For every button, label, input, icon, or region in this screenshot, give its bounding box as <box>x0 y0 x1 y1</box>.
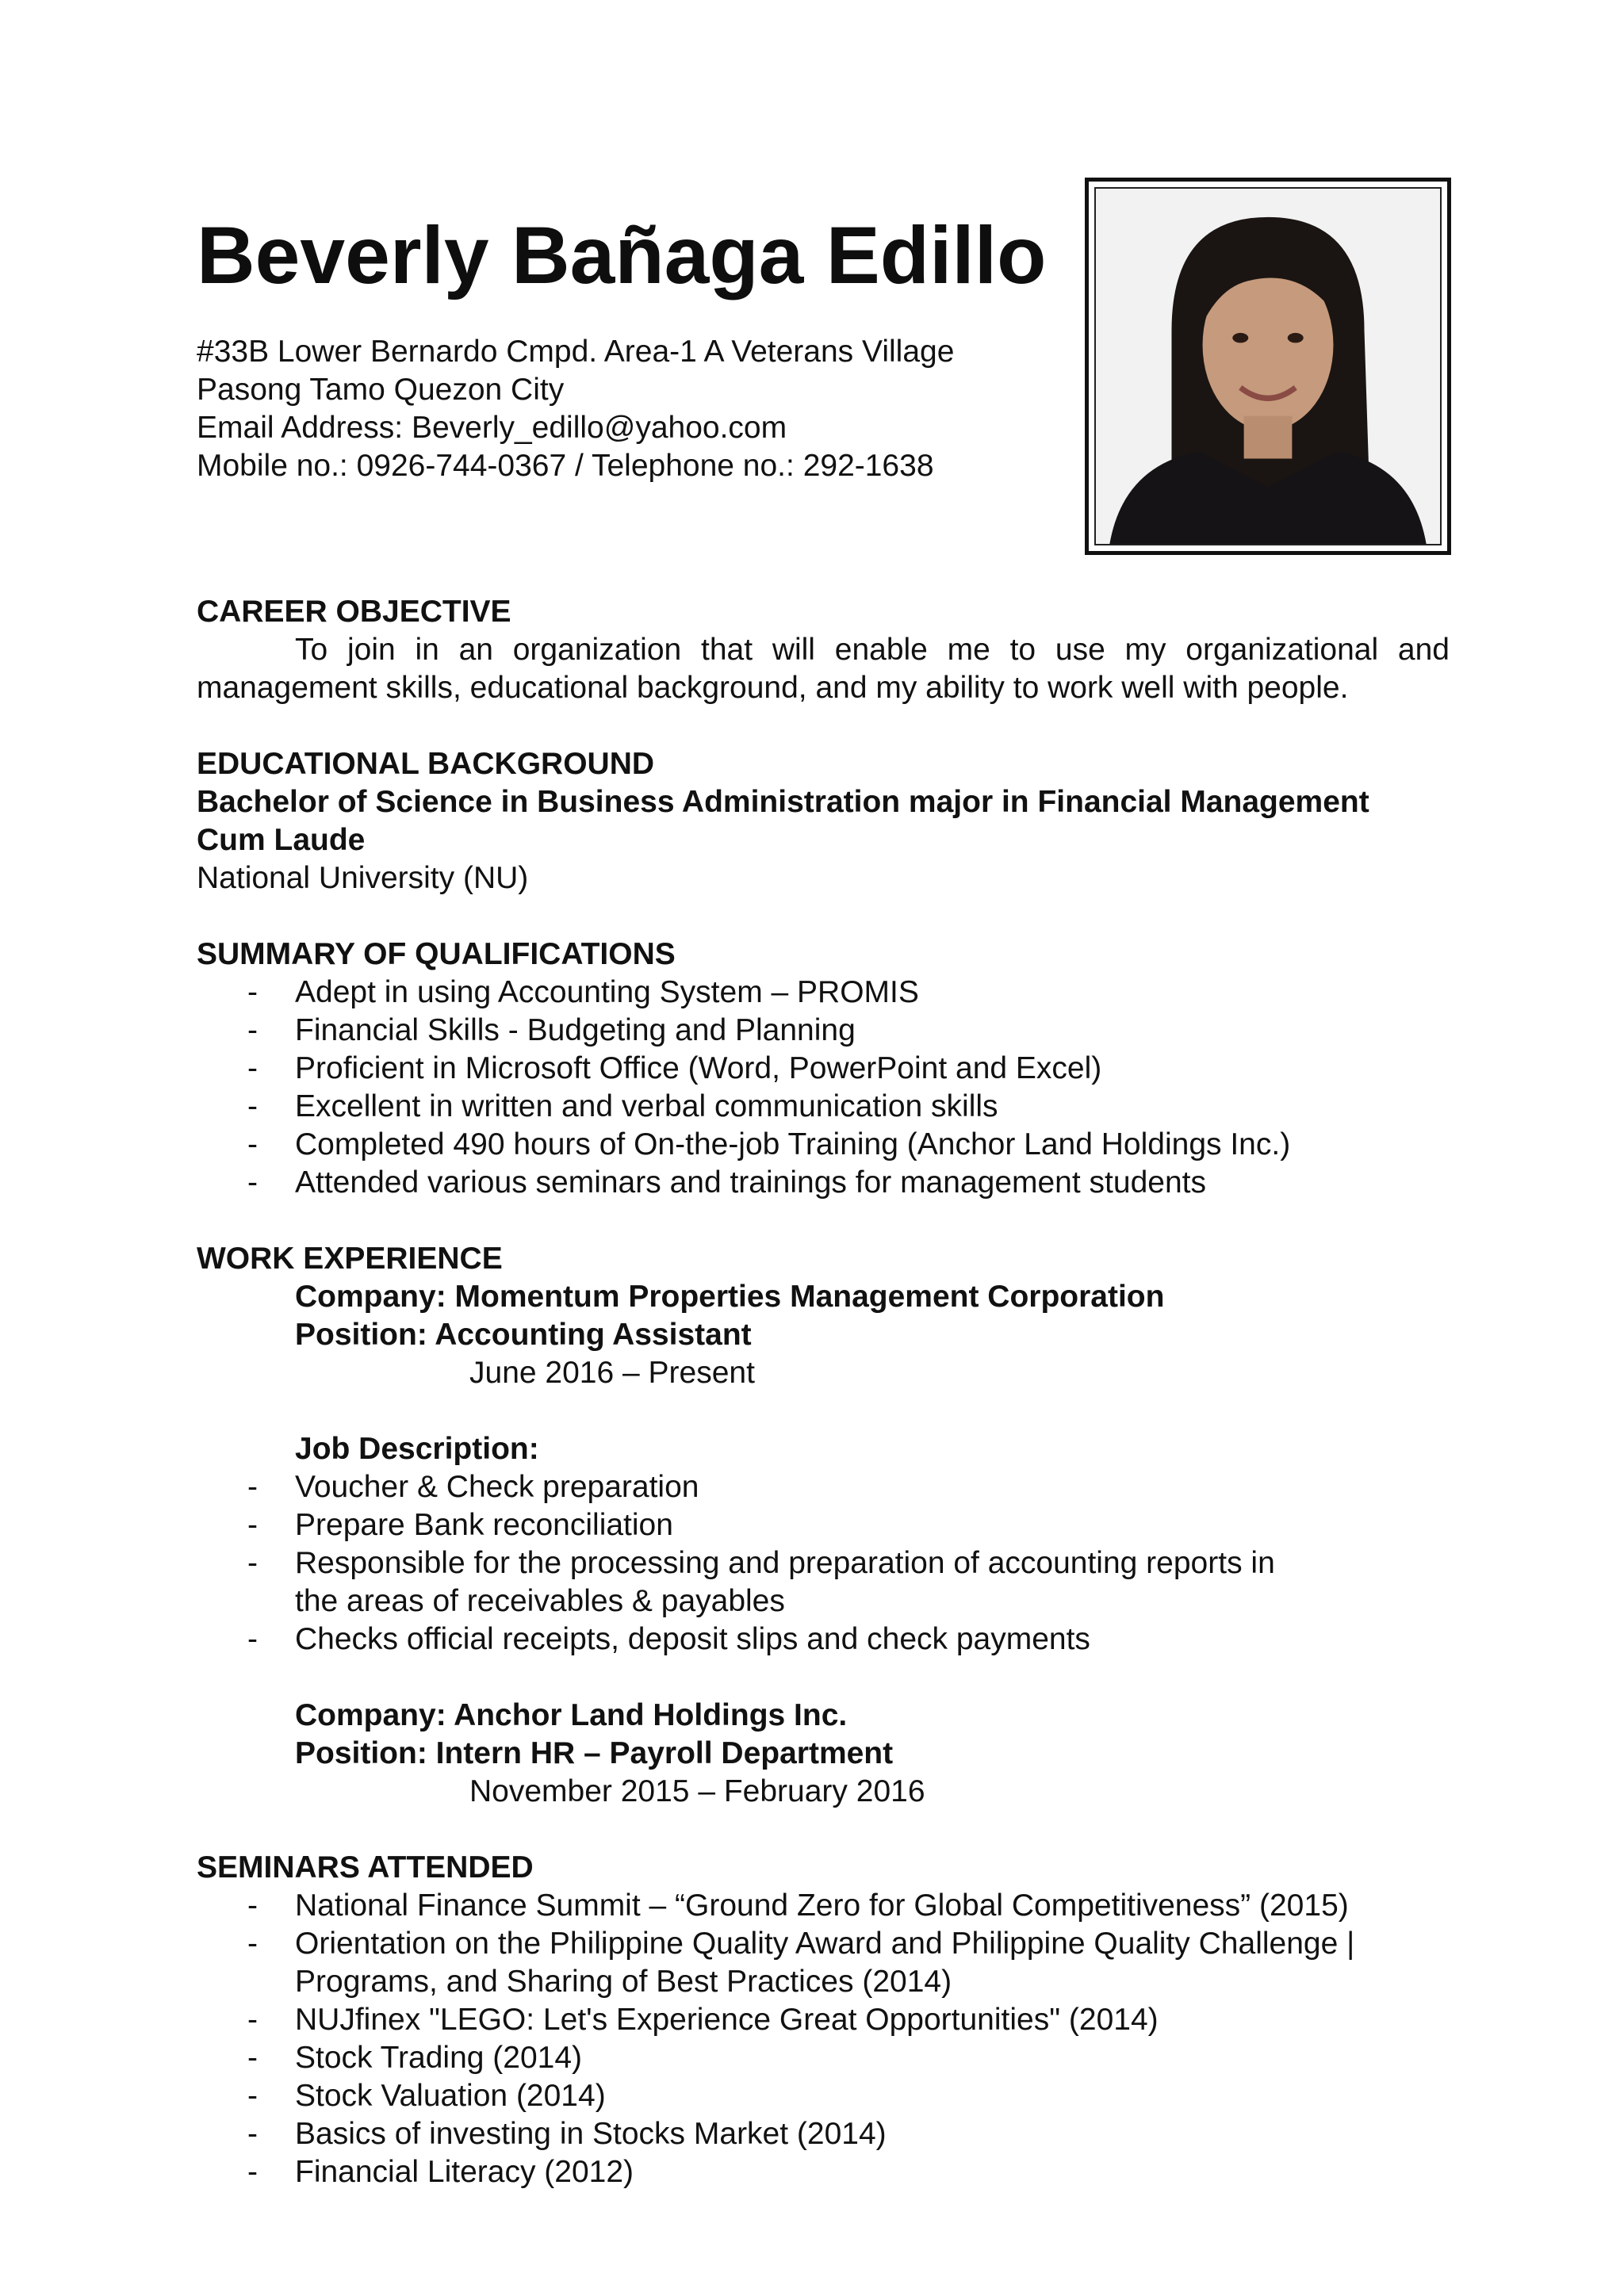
job2-dates: November 2015 – February 2016 <box>469 1774 925 1808</box>
qualification-text: Financial Skills - Budgeting and Planning <box>295 1013 856 1047</box>
dash-bullet: - <box>247 1089 258 1123</box>
list-item <box>197 1012 1450 1050</box>
dash-bullet: - <box>247 1927 258 1961</box>
job1-company: Company: Momentum Properties Management Corporation <box>295 1280 1165 1314</box>
seminar-text: Stock Trading (2014) <box>295 2041 583 2075</box>
dash-bullet: - <box>247 1127 258 1161</box>
honor: Cum Laude <box>197 823 366 857</box>
seminar-text: Orientation on the Philippine Quality Award and Philippine Quality Challenge | Programs, and Sharing of Best Practices (2014) <box>295 1927 1355 1999</box>
list-item <box>197 1050 1450 1088</box>
dash-bullet: - <box>247 1888 258 1923</box>
work-experience-section <box>197 1240 1450 1811</box>
qualification-text: Adept in using Accounting System – PROMIS <box>295 975 919 1009</box>
seminar-text: NUJfinex "LEGO: Let's Experience Great Opportunities" (2014) <box>295 2003 1159 2037</box>
contact-block <box>197 333 1069 485</box>
dash-bullet: - <box>247 2003 258 2037</box>
dash-bullet: - <box>247 1051 258 1085</box>
seminars-section <box>197 1849 1450 2191</box>
profile-photo-frame <box>1085 178 1451 555</box>
career-objective-section <box>197 593 1450 707</box>
address-line-2: Pasong Tamo Quezon City <box>197 373 565 407</box>
dash-bullet: - <box>247 2079 258 2113</box>
list-item <box>197 1088 1450 1126</box>
dash-bullet: - <box>247 1508 258 1542</box>
list-item <box>197 1164 1450 1202</box>
applicant-name: Beverly Bañaga Edillo <box>197 210 1047 300</box>
list-item <box>197 1126 1450 1164</box>
qualifications-list <box>197 974 1450 1202</box>
career-objective-heading: CAREER OBJECTIVE <box>197 595 511 629</box>
dash-bullet: - <box>247 1165 258 1200</box>
qualification-text: Completed 490 hours of On-the-job Training (Anchor Land Holdings Inc.) <box>295 1127 1291 1161</box>
job-duties-list <box>197 1468 1450 1659</box>
seminar-text: National Finance Summit – “Ground Zero for Global Competitiveness” (2015) <box>295 1888 1349 1923</box>
dash-bullet: - <box>247 1546 258 1580</box>
dash-bullet: - <box>247 975 258 1009</box>
job1-dates: June 2016 – Present <box>469 1356 755 1390</box>
list-item <box>197 2077 1450 2115</box>
dash-bullet: - <box>247 1470 258 1504</box>
email-line: Email Address: Beverly_edillo@yahoo.com <box>197 411 787 445</box>
job2-company: Company: Anchor Land Holdings Inc. <box>295 1698 848 1732</box>
list-item <box>197 2039 1450 2077</box>
degree: Bachelor of Science in Business Administration major in Financial Management <box>197 785 1369 819</box>
duty-text: Responsible for the processing and preparation of accounting reports in the areas of receivables & payables <box>295 1546 1275 1618</box>
list-item <box>197 1544 1450 1621</box>
list-item <box>197 1468 1450 1506</box>
duty-text: Voucher & Check preparation <box>295 1470 699 1504</box>
seminar-text: Stock Valuation (2014) <box>295 2079 606 2113</box>
list-item <box>197 1621 1450 1659</box>
list-item <box>197 974 1450 1012</box>
list-item <box>197 1887 1450 1925</box>
phone-line: Mobile no.: 0926-744-0367 / Telephone no.: 292-1638 <box>197 449 934 483</box>
qualification-text: Excellent in written and verbal communication skills <box>295 1089 998 1123</box>
resume-body <box>197 593 1450 2229</box>
job1-position: Position: Accounting Assistant <box>295 1318 752 1352</box>
address-line-1: #33B Lower Bernardo Cmpd. Area-1 A Veterans Village <box>197 335 955 369</box>
seminar-text: Financial Literacy (2012) <box>295 2155 634 2189</box>
education-heading: EDUCATIONAL BACKGROUND <box>197 747 655 781</box>
education-section <box>197 745 1450 897</box>
list-item <box>197 2001 1450 2039</box>
duty-text: Checks official receipts, deposit slips and check payments <box>295 1622 1090 1656</box>
profile-photo-illustration <box>1096 189 1440 544</box>
job-description-heading: Job Description: <box>295 1432 539 1466</box>
qualifications-heading: SUMMARY OF QUALIFICATIONS <box>197 937 676 971</box>
dash-bullet: - <box>247 1013 258 1047</box>
seminar-text: Basics of investing in Stocks Market (2014) <box>295 2117 887 2151</box>
job2-position: Position: Intern HR – Payroll Department <box>295 1736 894 1770</box>
list-item <box>197 2153 1450 2191</box>
seminars-heading: SEMINARS ATTENDED <box>197 1850 534 1885</box>
list-item <box>197 2115 1450 2153</box>
list-item <box>197 1925 1450 2001</box>
spacer <box>197 1392 1450 1430</box>
list-item <box>197 1506 1450 1544</box>
dash-bullet: - <box>247 1622 258 1656</box>
qualification-text: Proficient in Microsoft Office (Word, PowerPoint and Excel) <box>295 1051 1102 1085</box>
dash-bullet: - <box>247 2117 258 2151</box>
dash-bullet: - <box>247 2155 258 2189</box>
work-experience-heading: WORK EXPERIENCE <box>197 1242 503 1276</box>
career-objective-text: To join in an organization that will enable me to use my organizational and management skills, educational background, and my ability to work well with people. <box>197 633 1450 705</box>
duty-text: Prepare Bank reconciliation <box>295 1508 673 1542</box>
profile-photo <box>1094 187 1442 545</box>
qualifications-section <box>197 936 1450 1202</box>
qualification-text: Attended various seminars and trainings for management students <box>295 1165 1206 1200</box>
dash-bullet: - <box>247 2041 258 2075</box>
seminars-list <box>197 1887 1450 2191</box>
school: National University (NU) <box>197 861 529 895</box>
spacer <box>197 1659 1450 1697</box>
